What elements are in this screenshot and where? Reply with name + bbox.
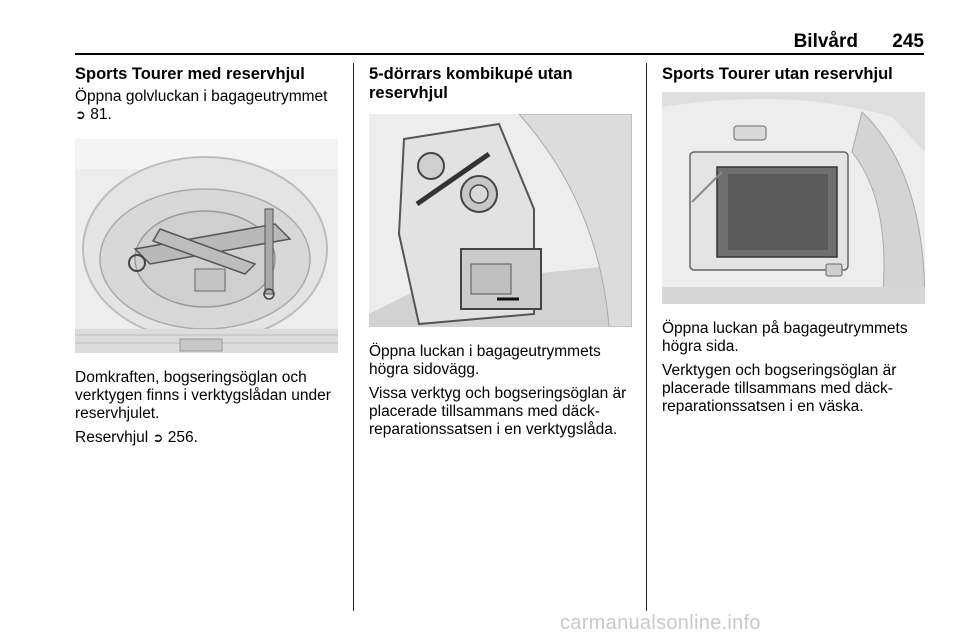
col2-p2: Vissa verktyg och bogseringsöglan är placerade tillsammans med däck-reparationssatsen i en verktygslåda. xyxy=(369,385,627,438)
side-compartment-illustration xyxy=(369,114,632,327)
col3-p2: Verktygen och bogseringsöglan är placerade tillsammans med däck-reparationssatsen i en väska. xyxy=(662,362,897,415)
col1-body2-text: Reservhjul xyxy=(75,429,149,446)
col3-heading: Sports Tourer utan reservhjul xyxy=(662,65,893,83)
column-1 xyxy=(75,65,343,454)
watermark-text: carmanualsonline.info xyxy=(560,612,761,634)
header-divider xyxy=(75,53,924,55)
col2-p1: Öppna luckan i bagageutrymmets högra sidovägg. xyxy=(369,343,601,378)
column-divider-1 xyxy=(353,63,354,611)
column-3 xyxy=(662,65,926,422)
col1-intro-ref[interactable]: 81. xyxy=(90,106,112,123)
reference-arrow-icon: ➲ xyxy=(152,431,164,446)
col3-p1: Öppna luckan på bagageutrymmets högra sida. xyxy=(662,320,908,355)
reference-arrow-icon: ➲ xyxy=(75,108,86,123)
col1-body2 xyxy=(75,429,343,448)
col1-body2-ref[interactable]: 256. xyxy=(167,429,198,446)
side-compartment-bag-illustration xyxy=(662,92,925,304)
page-number: 245 xyxy=(892,31,924,52)
spare-wheel-illustration xyxy=(75,139,338,353)
col1-intro-text: Öppna golvluckan i bagageutrymmet xyxy=(75,88,328,105)
column-divider-2 xyxy=(646,63,647,611)
column-2 xyxy=(369,65,635,445)
col1-intro xyxy=(75,88,343,125)
section-title: Bilvård xyxy=(793,31,858,52)
col1-body1: Domkraften, bogseringsöglan och verktygen finns i verktygslådan under reservhjulet. xyxy=(75,369,331,422)
col1-heading: Sports Tourer med reservhjul xyxy=(75,65,305,83)
col2-heading: 5-dörrars kombikupé utan reservhjul xyxy=(369,65,573,102)
